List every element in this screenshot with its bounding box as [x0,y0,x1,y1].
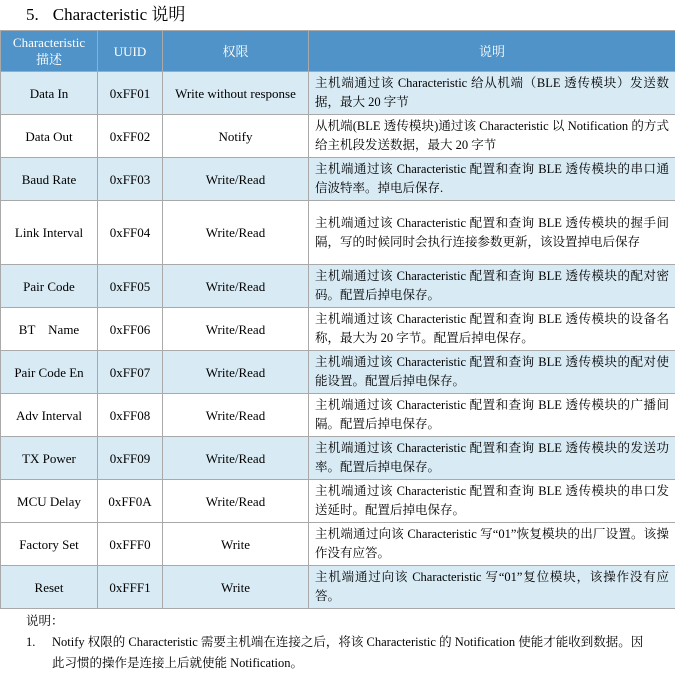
cell-uuid: 0xFF01 [98,72,163,115]
notes-label: 说明： [26,614,64,628]
header-uuid: UUID [98,31,163,72]
cell-uuid: 0xFFF1 [98,566,163,609]
cell-permission: Write/Read [163,201,309,265]
header-characteristic-label: Characteristic [12,35,86,50]
cell-description: 主机端通过该 Characteristic 配置和查询 BLE 透传模块的串口发送延时。配置后掉电保存。 [309,480,675,523]
section-title: Characteristic 说明 [52,5,186,24]
cell-permission: Write [163,523,309,566]
cell-description: 主机端通过该 Characteristic 配置和查询 BLE 透传模块的发送功率。配置后掉电保存。 [309,437,675,480]
cell-uuid: 0xFF0A [98,480,163,523]
header-characteristic [1,31,98,72]
cell-uuid: 0xFF08 [98,394,163,437]
table-row [1,201,675,265]
header-characteristic-sublabel: 描述 [35,52,62,67]
cell-name: Adv Interval [1,394,98,437]
cell-uuid: 0xFF06 [98,308,163,351]
section-number: 5. [26,5,39,24]
cell-uuid: 0xFFF0 [98,523,163,566]
cell-description: 主机端通过该 Characteristic 配置和查询 BLE 透传模块的配对密码。配置后掉电保存。 [309,265,675,308]
cell-description: 主机端通过该 Characteristic 配置和查询 BLE 透传模块的设备名称，最大为 20 字节。配置后掉电保存。 [309,308,675,351]
cell-name: Baud Rate [1,158,98,201]
note-item [26,632,646,674]
cell-description: 主机端通过向该 Characteristic 写“01”恢复模块的出厂设置。该操作没有应答。 [309,523,675,566]
cell-name: MCU Delay [1,480,98,523]
table-row [1,394,675,437]
characteristic-table [0,30,675,609]
cell-name: Pair Code En [1,351,98,394]
table-row [1,72,675,115]
note-text: Notify 权限的 Characteristic 需要主机端在连接之后，将该 Characteristic 的 Notification 使能才能收到数据。因此习惯的操作是连接上后就使能 Notification。 [52,635,644,670]
cell-permission: Write/Read [163,351,309,394]
cell-uuid: 0xFF05 [98,265,163,308]
header-description: 说明 [309,31,675,72]
table-row [1,308,675,351]
table-row [1,351,675,394]
cell-description: 主机端通过该 Characteristic 配置和查询 BLE 透传模块的配对使能设置。配置后掉电保存。 [309,351,675,394]
cell-name: Data In [1,72,98,115]
cell-permission: Write/Read [163,480,309,523]
table-row [1,158,675,201]
cell-name: Data Out [1,115,98,158]
cell-description: 从机端(BLE 透传模块)通过该 Characteristic 以 Notification 的方式给主机段发送数据，最大 20 字节 [309,115,675,158]
table-header-row [1,31,675,72]
cell-name: Pair Code [1,265,98,308]
cell-uuid: 0xFF09 [98,437,163,480]
cell-description: 主机端通过该 Characteristic 配置和查询 BLE 透传模块的串口通信波特率。掉电后保存. [309,158,675,201]
cell-name: BT Name [1,308,98,351]
cell-name: TX Power [1,437,98,480]
cell-permission: Write/Read [163,394,309,437]
table-row [1,437,675,480]
note-index: 1. [26,635,36,649]
notes-section [26,611,646,674]
table-row [1,480,675,523]
cell-description: 主机端通过该 Characteristic 配置和查询 BLE 透传模块的握手间隔，写的时候同时会执行连接参数更新，该设置掉电后保存 [309,201,675,265]
cell-permission: Write/Read [163,158,309,201]
cell-description: 主机端通过该 Characteristic 给从机端（BLE 透传模块）发送数据，最大 20 字节 [309,72,675,115]
cell-description: 主机端通过向该 Characteristic 写“01”复位模块，该操作没有应答。 [309,566,675,609]
cell-uuid: 0xFF03 [98,158,163,201]
cell-permission: Notify [163,115,309,158]
table-row [1,523,675,566]
cell-description: 主机端通过该 Characteristic 配置和查询 BLE 透传模块的广播间隔。配置后掉电保存。 [309,394,675,437]
table-row [1,566,675,609]
table-row [1,265,675,308]
cell-permission: Write [163,566,309,609]
cell-uuid: 0xFF04 [98,201,163,265]
cell-uuid: 0xFF02 [98,115,163,158]
cell-name: Factory Set [1,523,98,566]
cell-uuid: 0xFF07 [98,351,163,394]
cell-permission: Write/Read [163,265,309,308]
header-permission: 权限 [163,31,309,72]
cell-permission: Write without response [163,72,309,115]
section-heading [26,4,185,26]
cell-name: Reset [1,566,98,609]
table-row [1,115,675,158]
cell-permission: Write/Read [163,308,309,351]
cell-permission: Write/Read [163,437,309,480]
cell-name: Link Interval [1,201,98,265]
